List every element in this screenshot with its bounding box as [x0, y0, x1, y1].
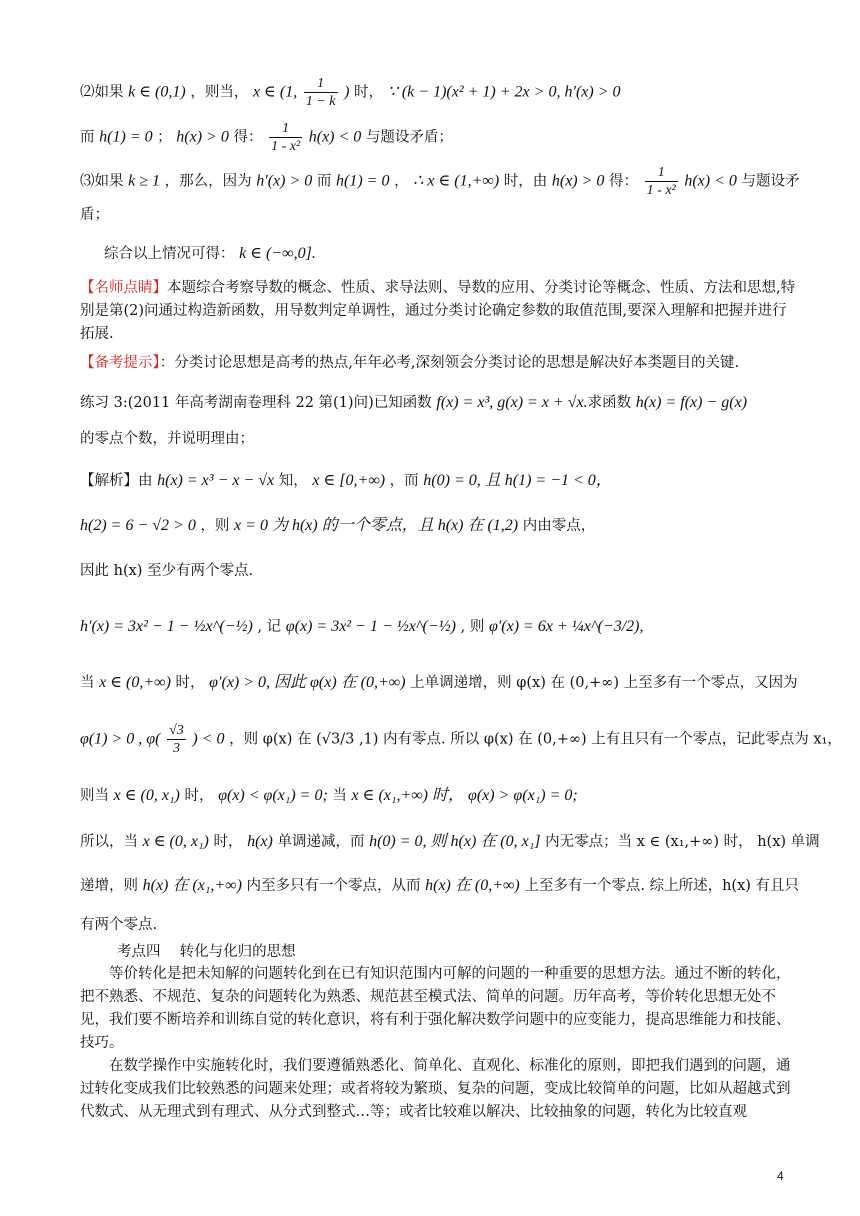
- math-expr: k ∈ (−∞,0].: [239, 245, 316, 262]
- numerator: 1: [645, 164, 678, 182]
- text: 内由零点，: [522, 518, 596, 534]
- math-expr: h(1) = 0: [336, 172, 390, 190]
- text: ⑶如果: [80, 173, 124, 190]
- fraction: [645, 164, 678, 199]
- text: 盾；: [80, 207, 109, 223]
- numerator: √3: [169, 723, 184, 738]
- text: 求函数: [587, 395, 632, 411]
- math-expr: h(1) = 0: [99, 128, 153, 146]
- math-expr: h(0) = 0, 则 h(x) 在 (0, x₁]: [369, 833, 541, 850]
- math-expr: φ(x) < φ(x₁) = 0;: [218, 787, 328, 804]
- math-expr: h(x) < 0: [308, 128, 362, 146]
- comment-label: 【名师点睛】: [80, 280, 167, 296]
- text: 时，: [184, 788, 214, 804]
- text: 因此 h(x) 至少有两个零点.: [80, 563, 254, 579]
- math-expr: ∵ (k − 1)(x² + 1) + 2x > 0, h′(x) > 0: [387, 83, 621, 101]
- text: 所以，当: [80, 834, 138, 850]
- text: 练习 3:(2011 年高考湖南卷理科 22 第(1)问)已知函数: [80, 395, 432, 411]
- text: 上至多有一个零点. 综上所述，h(x) 有且只: [524, 878, 800, 894]
- text: ，那么，因为: [164, 173, 252, 190]
- text: 递增，则: [80, 878, 138, 894]
- math-expr: ∴ x ∈ (1,+∞): [413, 172, 500, 190]
- text: ，则 φ(x) 在 (√3/3 ,1) 内有零点. 所以 φ(x) 在 (0,+∞) 上有且只有一个零点，记此零点为 x₁，: [229, 731, 842, 748]
- math-expr: h(x) > 0: [551, 172, 605, 190]
- text: 单调递减，而: [277, 834, 365, 850]
- solution-line-1: [80, 470, 798, 492]
- text: 【解析】由: [80, 473, 153, 489]
- text: 时，: [354, 84, 384, 101]
- denominator: 1 - x²: [646, 183, 676, 198]
- comment-text: 本题综合考察导数的概念、性质、求导法则、导数的应用、分类讨论等概念、性质、方法和思想,特别是第(2)问通过构造新函数，用导数判定单调性，通过分类讨论确定参数的取值范围,要深入理解和把握并进行拓展.: [80, 280, 796, 342]
- math-expr: x ∈ (0, x₁): [113, 787, 180, 804]
- text: 等价转化是把未知解的问题转化到在已有知识范围内可解的问题的一种重要的思想方法。通过不断的转化，把不熟悉、不规范、复杂的问题转化为熟悉、规范甚至模式法、简单的问题。历年高考，等价转化思想无处不见，我们要不断培养和训练自觉的转化意识，将有利于强化解决数学问题中的应变能力，提高思维能力和技能、技巧。: [80, 966, 791, 1051]
- fraction: [167, 722, 186, 757]
- math-expr: h′(x) > 0: [256, 172, 313, 190]
- math-expr: x ∈ (x₁,+∞) 时， φ(x) > φ(x₁) = 0;: [351, 787, 578, 804]
- math-expr: x ∈ [0,+∞): [312, 472, 386, 489]
- numerator: 1: [269, 120, 302, 138]
- math-expr: φ′(x) = 6x + ¼x^(−3/2),: [488, 618, 644, 635]
- text: ，则: [200, 518, 230, 534]
- math-expr: h(2) = 6 − √2 > 0: [80, 517, 196, 534]
- case-2-line-b: [80, 120, 798, 155]
- text: 上单调递增，则 φ(x) 在 (0,+∞) 上至多有一个零点，又因为: [410, 675, 798, 691]
- text: ，则当，: [190, 84, 249, 101]
- solution-line-2: [80, 515, 798, 537]
- solution-line-8: [80, 831, 820, 853]
- math-expr: f(x) = x³, g(x) = x + √x.: [436, 394, 588, 411]
- paragraph-1: [80, 963, 798, 1055]
- text: 有两个零点.: [80, 917, 158, 933]
- case-3-cont: [80, 204, 798, 226]
- numerator: 1: [304, 75, 338, 93]
- exercise-cont: [80, 428, 798, 450]
- math-expr: x ∈ (0, x₁): [142, 833, 209, 850]
- text: ⑵如果: [80, 84, 124, 101]
- text: ；: [157, 129, 172, 146]
- fraction: [269, 120, 302, 155]
- text: ，: [394, 173, 409, 190]
- text: 知，: [278, 473, 308, 489]
- tip-label: 【备考提示】: [80, 355, 160, 371]
- math-expr: h(x) = f(x) − g(x): [635, 394, 748, 411]
- math-expr: h′(x) = 3x² − 1 − ½x^(−½): [80, 618, 253, 635]
- math-expr: ) < 0: [192, 730, 225, 748]
- text: 内至多只有一个零点，从而: [246, 878, 421, 894]
- text: 在数学操作中实施转化时，我们要遵循熟悉化、简单化、直观化、标准化的原则，即把我们遇到的问题，通过转化变成我们比较熟悉的问题来处理；或者将较为繁琐、复杂的问题，变成比较简单的问题，比如从超越式到代数式、从无理式到有理式、从分式到整式…等；或者比较难以解决、比较抽象的问题，转化为比较直观: [80, 1058, 791, 1120]
- exam-tip: [80, 352, 798, 375]
- text: 内无零点；当 x ∈ (x₁,+∞) 时， h(x) 单调: [545, 834, 820, 850]
- math-expr: ): [344, 83, 350, 101]
- math-expr: φ(1) > 0 , φ(: [80, 730, 161, 748]
- solution-line-3: [80, 560, 798, 582]
- solution-line-9: [80, 875, 798, 897]
- text: , 则: [460, 619, 485, 635]
- denominator: 3: [172, 741, 180, 756]
- math-expr: h(x): [247, 833, 273, 850]
- solution-line-6: [80, 722, 842, 757]
- exercise-line: [80, 392, 798, 414]
- text: 的零点个数，并说明理由；: [80, 431, 254, 447]
- text: 当: [80, 675, 95, 691]
- text: 与题设矛盾；: [365, 129, 453, 146]
- text: 时，由: [503, 173, 548, 190]
- text: 而: [80, 129, 95, 146]
- text: 得：: [609, 173, 639, 190]
- math-expr: h(x) < 0: [684, 172, 737, 190]
- math-expr: φ′(x) > 0, 因此 φ(x) 在 (0,+∞): [209, 674, 406, 691]
- math-expr: k ∈ (0,1): [128, 83, 186, 101]
- math-expr: h(x) > 0: [176, 128, 229, 146]
- math-expr: x = 0 为 h(x) 的一个零点，且 h(x) 在 (1,2): [234, 517, 519, 534]
- text: , 记: [257, 619, 282, 635]
- solution-line-7: [80, 785, 798, 807]
- math-expr: h(x) 在 (0,+∞): [425, 877, 520, 894]
- fraction: [304, 75, 338, 110]
- text: 时，: [175, 675, 205, 691]
- solution-line-10: [80, 914, 798, 936]
- summary-line: [104, 243, 798, 265]
- text: 则当: [80, 788, 109, 804]
- math-expr: x ∈ (0,+∞): [99, 674, 171, 691]
- denominator: 1 - x²: [271, 139, 301, 154]
- math-expr: h(x) = x³ − x − √x: [157, 472, 275, 489]
- math-expr: h(0) = 0, 且 h(1) = −1 < 0，: [423, 472, 612, 489]
- text: 而: [316, 173, 332, 190]
- solution-line-5: [80, 672, 798, 694]
- case-2-line: [80, 75, 798, 110]
- math-expr: x ∈ (1,: [252, 83, 298, 101]
- text: 综合以上情况可得：: [104, 246, 235, 262]
- tip-text: ：分类讨论思想是高考的热点,年年必考,深刻领会分类讨论的思想是解决好本类题目的关键.: [159, 355, 740, 371]
- paragraph-2: [80, 1055, 798, 1124]
- solution-line-4: [80, 616, 798, 638]
- text: 当: [332, 788, 347, 804]
- denominator: 1 − k: [305, 94, 336, 109]
- section-title: 考点四 转化与化归的思想: [117, 944, 296, 960]
- text: 得：: [233, 129, 263, 146]
- math-expr: φ(x) = 3x² − 1 − ½x^(−½): [285, 618, 456, 635]
- text: ，而: [389, 473, 419, 489]
- math-expr: k ≥ 1: [128, 172, 160, 190]
- text: 时，: [213, 834, 243, 850]
- math-expr: h(x) 在 (x₁,+∞): [142, 877, 242, 894]
- page-number: 4: [777, 1169, 784, 1183]
- teacher-comment: [80, 277, 798, 346]
- text: 与题设矛: [741, 173, 800, 190]
- section-heading: [117, 941, 798, 963]
- case-3-line: [80, 164, 798, 199]
